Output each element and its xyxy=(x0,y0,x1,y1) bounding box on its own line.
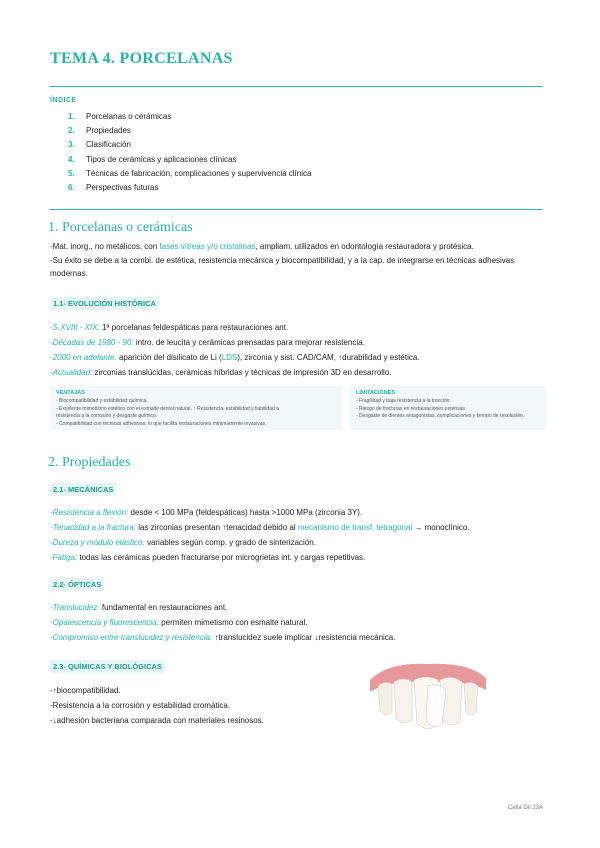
limitations-title: LIMITACIONES xyxy=(356,390,396,396)
section1-intro: -Mat. inorg., no metálicos, con fases vítreas y/o cristalinas, ampliam. utilizados en odontología restauradora y protésica. -Su éxito se debe a la combi. de estética, resistencia mecánica y biocompatibilidad, y a la cap. de integrarse en técnicas adhesivas modernas. xyxy=(50,242,515,278)
section-heading-propiedades: 2. Propiedades xyxy=(48,455,131,470)
divider xyxy=(50,209,542,210)
divider xyxy=(50,86,542,87)
index-item: 6. Perspectivas futuras xyxy=(68,183,159,193)
index-item: 4. Tipos de cerámicas y aplicaciones clínicas xyxy=(68,154,237,164)
tooth xyxy=(394,679,412,723)
index-item: 5. Técnicas de fabricación, complicaciones y supervivencia clínica xyxy=(68,168,312,178)
tooth xyxy=(378,682,392,714)
property-item: -↓adhesión bacteriana comparada con materiales resinosos. xyxy=(50,716,264,725)
evolution-item: -2000 en adelante: aparición del disilicato de Li (LDS), zirconia y sist. CAD/CAM, ↑durabilidad y estética. xyxy=(50,353,420,362)
advantage-line: - Biocompatibilidad y estabilidad química. xyxy=(56,398,148,404)
limitation-line: - Fragilidad y baja resistencia a la tracción. xyxy=(356,398,451,404)
subheading-evolucion: 1.1- EVOLUCIÓN HISTÓRICA xyxy=(50,297,159,310)
property-item: -↑biocompatibilidad. xyxy=(50,686,121,695)
property-item: -Dureza y módulo elástico: variables según comp. y grado de sinterización. xyxy=(50,538,316,547)
tooth xyxy=(464,682,478,715)
advantage-line: - Excelente mimetismo estético con el esmalte dental natural. ↑ Resistencia, estabilidad y fiabilidad a xyxy=(56,405,279,412)
property-item: -Tenacidad a la fractura: las zirconias presentan ↑tenacidad debido al mecanismo de transf. tetragonal → monoclínico. xyxy=(50,523,470,532)
footer-author: Celia Gil 23A xyxy=(508,805,544,811)
page-title: TEMA 4. PORCELANAS xyxy=(50,50,233,67)
limitation-line: - Riesgo de fracturas en restauraciones extensas. xyxy=(356,405,467,412)
advantages-box xyxy=(50,386,342,430)
advantage-line: resistencia a la corrosión y desgaste químico. xyxy=(56,413,158,419)
index-item: 3. Clasificación xyxy=(68,140,131,150)
teeth-image xyxy=(368,660,488,732)
property-item: -Compromiso entre translucidez y resistencia: ↑translucidez suele implicar ↓resistencia mecánica. xyxy=(50,633,396,642)
subheading-mecanicas: 2.1- MECÁNICAS xyxy=(50,483,116,496)
index-item: 2. Propiedades xyxy=(68,126,131,136)
property-item: -Fatiga: todas las cerámicas pueden fracturarse por microgrietas int. y cargas repetitivas. xyxy=(50,553,366,562)
index-label: ÍNDICE xyxy=(50,97,77,104)
advantages-title: VENTAJAS xyxy=(56,390,85,396)
property-item: -Resistencia a flexión: desde < 100 MPa (feldespáticas) hasta >1000 MPa (zirconia 3Y). xyxy=(50,508,363,517)
property-item: -Opalescencia y fluorescencia: permiten mimetismo con esmalte natural. xyxy=(50,618,308,627)
section-heading-porcelanas: 1. Porcelanas o cerámicas xyxy=(48,220,193,235)
subheading-quimicas: 2.3- QUÍMICAS Y BIOLÓGICAS xyxy=(50,660,165,673)
limitation-line: - Desgaste de dientes antagonistas, complicaciones y tiempo de resolución. xyxy=(356,413,525,419)
property-item: -Translucidez: fundamental en restauraciones ant. xyxy=(50,603,228,612)
evolution-item: -Actualidad: zirconias translúcidas, cerámicas híbridas y técnicas de impresión 3D en desarrollo. xyxy=(50,368,392,377)
property-item: -Resistencia a la corrosión y estabilidad cromática. xyxy=(50,701,231,710)
advantage-line: - Compatibilidad con técnicas adhesivas, lo que facilita restauraciones mínimamente invasivas. xyxy=(56,420,267,427)
subheading-opticas: 2.2- ÓPTICAS xyxy=(50,578,104,591)
evolution-item: -Décadas de 1980 - 90: intro. de leucita y cerámicas prensadas para mejorar resistencia. xyxy=(50,338,365,347)
evolution-item: -S.XVIII - XIX: 1ª porcelanas feldespáticas para restauraciones ant. xyxy=(50,323,289,332)
index-item: 1. Porcelanas o cerámicas xyxy=(68,112,172,121)
limitations-box xyxy=(350,386,546,430)
index-list xyxy=(68,110,311,195)
